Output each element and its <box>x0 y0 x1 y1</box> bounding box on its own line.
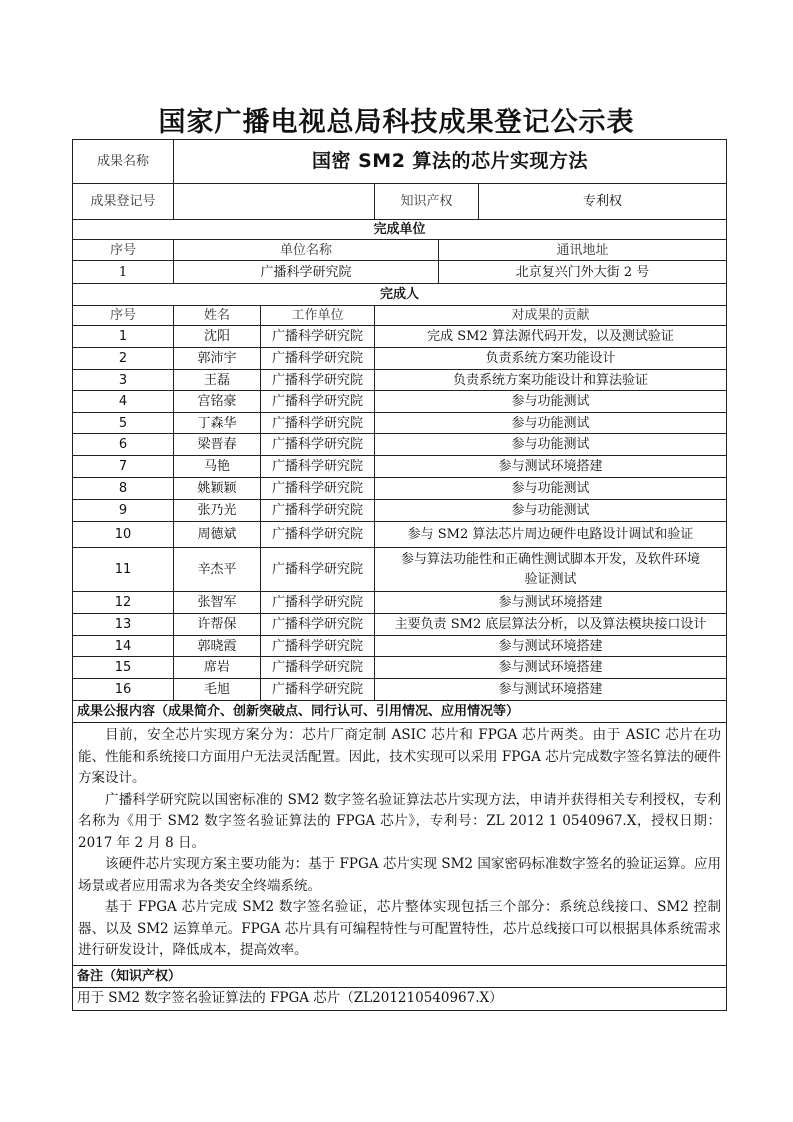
person-name: 张乃光 <box>174 500 261 522</box>
people-header-no: 序号 <box>73 306 174 326</box>
person-contribution: 参与功能测试 <box>375 413 727 434</box>
people-header-contribution: 对成果的贡献 <box>375 306 727 326</box>
person-row <box>73 614 727 636</box>
person-name: 郭晓霞 <box>174 636 261 657</box>
person-unit: 广播科学研究院 <box>261 614 375 636</box>
person-contribution: 参与 SM2 算法芯片周边硬件电路设计调试和验证 <box>375 522 727 548</box>
people-header-unit: 工作单位 <box>261 306 375 326</box>
people-section-title: 完成人 <box>73 284 727 306</box>
units-header-address: 通讯地址 <box>439 240 727 261</box>
person-row <box>73 679 727 701</box>
person-row <box>73 326 727 348</box>
person-unit: 广播科学研究院 <box>261 592 375 614</box>
person-no: 6 <box>73 434 174 456</box>
person-no: 7 <box>73 456 174 478</box>
person-unit: 广播科学研究院 <box>261 326 375 348</box>
person-row <box>73 592 727 614</box>
person-no: 16 <box>73 679 174 701</box>
person-name: 马艳 <box>174 456 261 478</box>
registration-no-label: 成果登记号 <box>73 184 174 220</box>
person-no: 9 <box>73 500 174 522</box>
person-no: 13 <box>73 614 174 636</box>
person-row <box>73 434 727 456</box>
person-no: 3 <box>73 370 174 391</box>
person-row <box>73 348 727 370</box>
person-no: 15 <box>73 657 174 679</box>
person-unit: 广播科学研究院 <box>261 657 375 679</box>
person-row <box>73 456 727 478</box>
person-name: 丁森华 <box>174 413 261 434</box>
content-paragraph: 基于 FPGA 芯片完成 SM2 数字签名验证，芯片整体实现包括三个部分：系统总线接口、SM2 控制器、以及 SM2 运算单元。FPGA 芯片具有可编程特性与可配置特性，芯片总线接口可以根据具体系统需求进行研发设计，降低成本，提高效率。 <box>78 899 722 958</box>
person-row <box>73 370 727 391</box>
person-row <box>73 522 727 548</box>
person-contribution: 参与功能测试 <box>375 434 727 456</box>
units-header-no: 序号 <box>73 240 174 261</box>
person-row <box>73 413 727 434</box>
person-contribution: 参与测试环境搭建 <box>375 636 727 657</box>
person-unit: 广播科学研究院 <box>261 348 375 370</box>
contribution-line: 参与算法功能性和正确性测试脚本开发，及软件环境 <box>401 551 701 567</box>
person-row <box>73 478 727 500</box>
contribution-line: 验证测试 <box>524 571 577 587</box>
person-unit: 广播科学研究院 <box>261 500 375 522</box>
person-name: 郭沛宇 <box>174 348 261 370</box>
units-section-title: 完成单位 <box>73 220 727 240</box>
person-contribution: 参与测试环境搭建 <box>375 456 727 478</box>
content-paragraph: 该硬件芯片实现方案主要功能为：基于 FPGA 芯片实现 SM2 国家密码标准数字签名的验证运算。应用场景或者应用需求为各类安全终端系统。 <box>78 856 722 894</box>
person-unit: 广播科学研究院 <box>261 456 375 478</box>
person-contribution: 参与功能测试 <box>375 391 727 413</box>
person-unit: 广播科学研究院 <box>261 636 375 657</box>
person-row <box>73 636 727 657</box>
person-no: 8 <box>73 478 174 500</box>
person-name: 席岩 <box>174 657 261 679</box>
person-name: 王磊 <box>174 370 261 391</box>
ip-label: 知识产权 <box>375 184 479 220</box>
person-no: 14 <box>73 636 174 657</box>
person-no: 5 <box>73 413 174 434</box>
person-unit: 广播科学研究院 <box>261 391 375 413</box>
registration-table <box>72 139 727 1011</box>
person-name: 张智军 <box>174 592 261 614</box>
person-unit: 广播科学研究院 <box>261 522 375 548</box>
content-paragraph: 目前，安全芯片实现方案分为：芯片厂商定制 ASIC 芯片和 FPGA 芯片两类。由于 ASIC 芯片在功能、性能和系统接口方面用户无法灵活配置。因此，技术实现可以采用 FPGA 芯片完成数字签名算法的硬件方案设计。 <box>78 727 722 786</box>
person-no: 10 <box>73 522 174 548</box>
person-name: 沈阳 <box>174 326 261 348</box>
units-header-name: 单位名称 <box>174 240 439 261</box>
person-no: 4 <box>73 391 174 413</box>
person-unit: 广播科学研究院 <box>261 370 375 391</box>
person-unit: 广播科学研究院 <box>261 478 375 500</box>
person-contribution <box>375 548 727 592</box>
registration-no-value <box>174 184 375 220</box>
person-contribution: 完成 SM2 算法源代码开发，以及测试验证 <box>375 326 727 348</box>
person-contribution: 负责系统方案功能设计 <box>375 348 727 370</box>
person-unit: 广播科学研究院 <box>261 413 375 434</box>
person-name: 宫铭豪 <box>174 391 261 413</box>
person-unit: 广播科学研究院 <box>261 679 375 701</box>
person-contribution: 参与测试环境搭建 <box>375 679 727 701</box>
remarks-text: 用于 SM2 数字签名验证算法的 FPGA 芯片（ZL201210540967.X） <box>73 987 727 1010</box>
unit-address: 北京复兴门外大街 2 号 <box>439 261 727 284</box>
person-name: 辛杰平 <box>174 548 261 592</box>
person-row <box>73 657 727 679</box>
person-unit: 广播科学研究院 <box>261 548 375 592</box>
person-name: 周德斌 <box>174 522 261 548</box>
unit-no: 1 <box>73 261 174 284</box>
person-contribution: 参与测试环境搭建 <box>375 592 727 614</box>
achievement-name-label: 成果名称 <box>73 140 174 184</box>
person-contribution: 主要负责 SM2 底层算法分析，以及算法模块接口设计 <box>375 614 727 636</box>
person-contribution: 参与功能测试 <box>375 478 727 500</box>
achievement-name: 国密 SM2 算法的芯片实现方法 <box>174 140 727 184</box>
public-content-title: 成果公报内容（成果简介、创新突破点、同行认可、引用情况、应用情况等） <box>73 701 727 723</box>
person-contribution: 参与测试环境搭建 <box>375 657 727 679</box>
remarks-title: 备注（知识产权） <box>73 965 727 987</box>
person-no: 1 <box>73 326 174 348</box>
person-name: 许帮保 <box>174 614 261 636</box>
ip-value: 专利权 <box>479 184 727 220</box>
person-no: 12 <box>73 592 174 614</box>
document-title: 国家广播电视总局科技成果登记公示表 <box>158 107 635 138</box>
people-header-name: 姓名 <box>174 306 261 326</box>
person-contribution: 负责系统方案功能设计和算法验证 <box>375 370 727 391</box>
unit-name: 广播科学研究院 <box>174 261 439 284</box>
person-name: 姚颖颖 <box>174 478 261 500</box>
public-content-body <box>73 723 727 966</box>
person-no: 2 <box>73 348 174 370</box>
person-contribution: 参与功能测试 <box>375 500 727 522</box>
unit-row <box>73 261 727 284</box>
person-row <box>73 500 727 522</box>
person-name: 梁晋春 <box>174 434 261 456</box>
person-row <box>73 391 727 413</box>
person-no: 11 <box>73 548 174 592</box>
person-unit: 广播科学研究院 <box>261 434 375 456</box>
content-paragraph: 广播科学研究院以国密标准的 SM2 数字签名验证算法芯片实现方法，申请并获得相关专利授权，专利名称为《用于 SM2 数字签名验证算法的 FPGA 芯片》，专利号：ZL 2012 1 0540967.X，授权日期：2017 年 2 月 8 日。 <box>78 791 722 851</box>
person-row <box>73 548 727 592</box>
person-name: 毛旭 <box>174 679 261 701</box>
